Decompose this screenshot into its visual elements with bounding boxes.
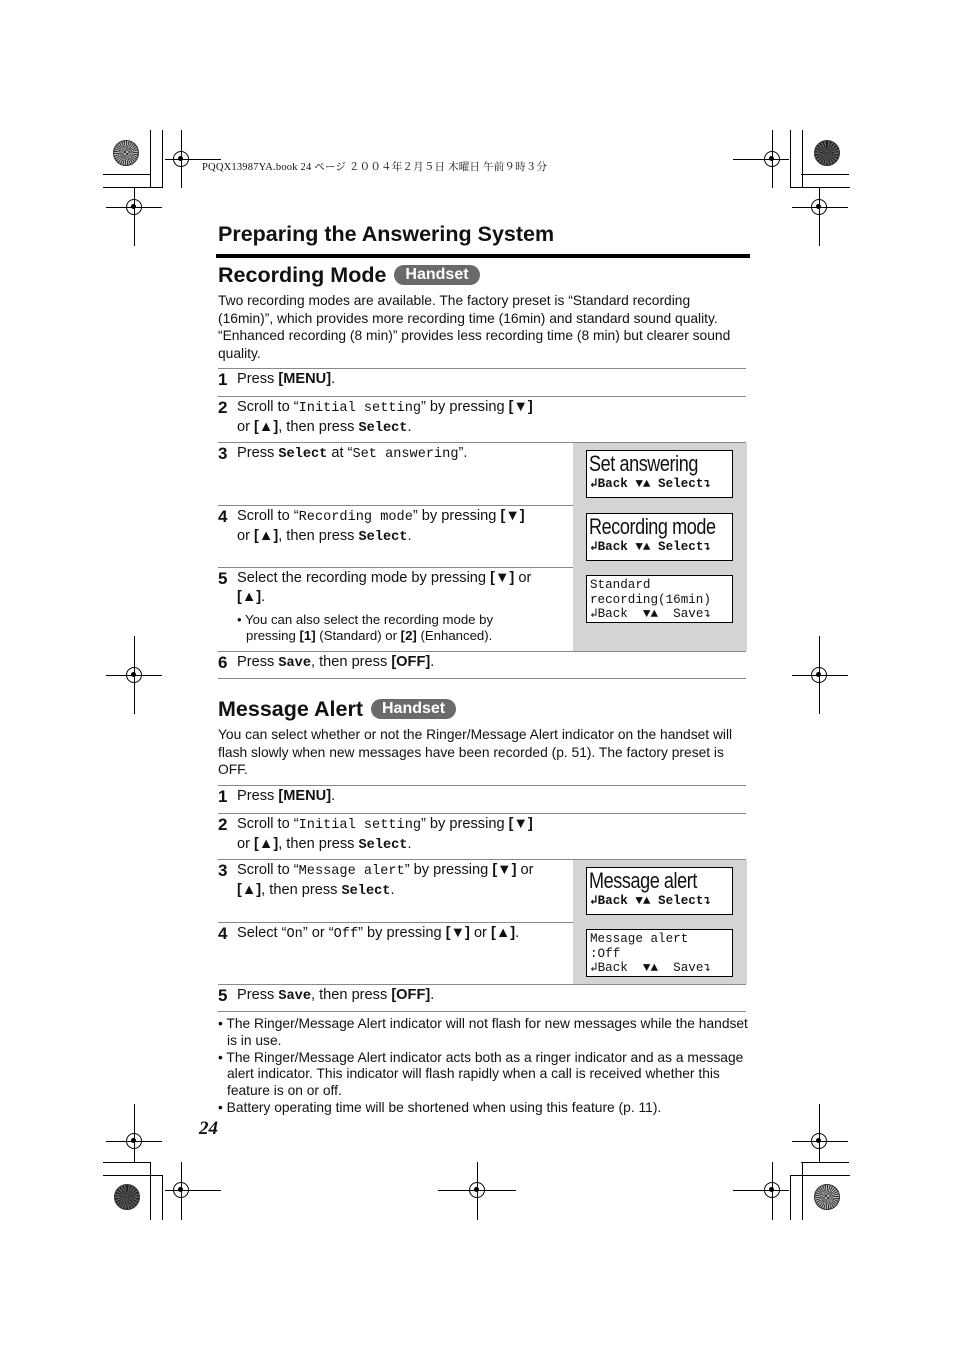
recording-mode-title: Recording Mode <box>218 263 387 287</box>
notes-list <box>218 1016 748 1117</box>
note-item: • The Ringer/Message Alert indicator will not flash for new messages while the handset is in use. <box>218 1016 748 1048</box>
step-4: 4 Scroll to “Recording mode” by pressing [▼] or [▲], then press Select. <box>218 507 525 545</box>
page-number: 24 <box>199 1118 218 1139</box>
handset-badge: Handset <box>394 265 479 285</box>
note-item: • Battery operating time will be shortened when using this feature (p. 11). <box>218 1099 662 1115</box>
lcd-message-alert: Message alert ↲Back ▼▲ Select↴ <box>586 867 733 915</box>
header-rule <box>216 254 750 258</box>
sunburst-icon <box>114 1184 140 1210</box>
step-2: 2 Scroll to “Initial setting” by pressing [▼] or [▲], then press Select. <box>218 398 533 436</box>
step-3: 3 Press Select at “Set answering”. <box>218 444 468 463</box>
handset-badge: Handset <box>371 699 456 719</box>
message-alert-title: Message Alert <box>218 697 363 721</box>
lcd-set-answering: Set answering ↲Back ▼▲ Select↴ <box>586 450 733 498</box>
note-item: • The Ringer/Message Alert indicator acts both as a ringer indicator and as a message alert indicator. This indicator will flash rapidly when a call is received whether this feature is on or off. <box>218 1049 744 1099</box>
sunburst-icon <box>113 140 139 166</box>
alert-step-5: 5 Press Save, then press [OFF]. <box>218 986 435 1005</box>
recording-mode-heading <box>218 263 480 288</box>
lcd-message-alert-off: Message alert :Off ↲Back ▼▲ Save↴ <box>586 929 733 977</box>
alert-step-3: 3 Scroll to “Message alert” by pressing [▼] or [▲], then press Select. <box>218 861 534 899</box>
section-title: Preparing the Answering System <box>218 222 555 246</box>
sunburst-icon <box>814 1184 840 1210</box>
lcd-standard-recording: Standard recording(16min) ↲Back ▼▲ Save↴ <box>586 575 733 623</box>
lcd-recording-mode: Recording mode ↲Back ▼▲ Select↴ <box>586 513 733 561</box>
step-1: 1 Press [MENU]. <box>218 370 336 389</box>
alert-step-2: 2 Scroll to “Initial setting” by pressing [▼] or [▲], then press Select. <box>218 815 533 853</box>
message-alert-intro: You can select whether or not the Ringer/Message Alert indicator on the handset will flash slowly when new messages have been recorded (p. 51). The factory preset is OFF. <box>218 727 733 778</box>
step-6: 6 Press Save, then press [OFF]. <box>218 653 435 672</box>
alert-step-1: 1 Press [MENU]. <box>218 787 336 806</box>
recording-mode-intro: Two recording modes are available. The factory preset is “Standard recording (16min)”, which provides more recording time (16min) and standard sound quality. “Enhanced recording (8 min)” provides less recording time (8 min) but clearer sound quality. <box>218 293 731 361</box>
step-5: 5 Select the recording mode by pressing [▼] or [▲]. • You can also select the recording mode by pressing [1] (Standard) or [2] (Enhanced). <box>218 569 532 643</box>
sunburst-icon <box>814 140 840 166</box>
message-alert-heading <box>218 697 456 722</box>
file-info: PQQX13987YA.book 24 ページ ２００４年２月５日 木曜日 午前９時３分 <box>202 162 548 173</box>
alert-step-4: 4 Select “On” or “Off” by pressing [▼] or [▲]. <box>218 924 520 943</box>
